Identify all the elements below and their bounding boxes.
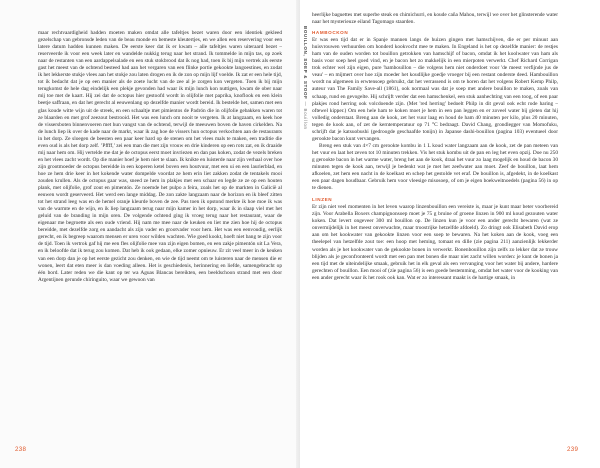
- page-number-left: 238: [15, 446, 27, 453]
- page-number-right: 239: [567, 446, 579, 453]
- left-paragraph: maar rechtvaardigheid hadden moeten maken omdat alle tafeltjes bezet waren door een identiek gekleed gezelschap van gebronsde leden van de beau monde en bemeste kleutertjes, en we allen een reservering voor een latere datum hadden kunnen maken. De eerste keer dat ik er kwam – alle tafeltjes waren uiteraard bezet – reserveerde ik voor een week later en wandelde nukkig terug naar het strand. Ik tommelde in mijn tas, op zoek naar de restanten van een aardappelsalade en een stuk stokbrood dat ik nog had, toen ik bij mijn vertrek als eerste gast het meest van de ochtend besteed had aan het vergaren van een flinke portie gekookte langoestines, en zodat ik het lekkerste stukje vlees aan het stokje zou laten drogen en ik de zon op mijn lijf voelde. Ik zat er een hele tijd, tot ik bedacht dat je op een manier als de zoete lucht van de zee al je zorgen kon vergeten. Toen ik bij mijn terugkomst de hele dag eindelijk een plekje gevonden had waar ik mijn lunch kon nuttigen, kwam de ober naar mij toe met de kaart. Hij zei dat de octopus hier gestoofd wordt in olijfolie met paprika, knoflook en een klein beetje saffraan, en dat het gerecht al eeuwenlang op dezelfde manier wordt bereid. Ik bestelde het, samen met een glas koude witte wijn uit de streek, en een schaaltje met pimientos de Padrón die in olijfolie gebakken waren tot ze blaarden en met grof zeezout bestrooid. Het was een lunch om nooit te vergeten. Ik at langzaam, en keek hoe de vissersboten binnenvoeren met hun vangst van de ochtend, terwijl de meeuwen boven de haven cirkelden. Na de lunch liep ik over de kade naar de markt, waar ik zag hoe de vissers hun octopus verkochten aan de restaurants in het dorp. Ze sloegen de beesten een paar keer hard op de stenen om het vlees mals te maken, een traditie die even oud is als het dorp zelf. ’Pffff,’ zei een man die met zijn vrouw en drie kinderen op een rots zat, en ik draaide mij naar hem om. Hij vertelde me dat je de octopus eerst moet invriezen en dan pas koken, zodat de vezels breken en het vlees zacht wordt. Op die manier hoef je hem niet te slaan. Ik knikte en luisterde naar zijn verhaal over hoe zijn grootmoeder de octopus bereidde in een koperen ketel boven een houtvuur, met een ui en een laurierblad, en hoe ze hem drie keer in het kokende water dompelde voordat ze hem erin liet zakken zodat de tentakels mooi zouden krullen. Als de octopus gaar was, sneed ze hem in plakjes met een schaar en legde ze ze op een houten plank, met olijfolie, grof zout en pimentón. Ze noemde het pulpo a feira, zoals het op de markten in Galicië al eeuwen wordt geserveerd. Het werd een lange middag. De zon zakte langzaam naar de horizon en ik bleef zitten tot het strand leeg was en de hemel oranje kleurde boven de zee. Pas toen ik opstond merkte ik hoe moe ik was van de warmte en de wijn, en ik liep langzaam terug naar mijn kamer in het dorp, waar ik in slaap viel met het geluid van de branding in mijn oren. De volgende ochtend ging ik vroeg terug naar het restaurant, waar de eigenaar me begroette als een oude vriend. Hij nam me mee naar de keuken en liet me zien hoe hij de octopus bereidde, met dezelfde zorg en aandacht als zijn vader en grootvader voor hem. Het was een eenvoudig, eerlijk gerecht, en ik begreep waarom mensen er uren voor wilden wachten. Wie goed kookt, hoeft niet bang te zijn voor de tijd. Toen ik vertrok gaf hij me een fles olijfolie mee van zijn eigen bomen, en een zakje pimentón uit La Vera, en ik beloofde dat ik terug zou komen. Dat heb ik ook gedaan, elke zomer opnieuw. Er zit veel meer in de keuken van een dorp dan je op het eerste gezicht zou denken, en wie de tijd neemt om te luisteren naar de mensen die er wonen, leert dat eten meer is dan voeding alleen. Het is geschiedenis, herinnering en liefde, samengebracht op één bord. Later reden we die kant op ter wa Aguas Blancas bereikten, een beeldschoon strand met een door Argentijnen gerunde chiringuito, waar we gewoon van: [38, 30, 282, 283]
- running-head-subtitle: — Bouillon: [303, 101, 308, 130]
- intro-paragraph: heerlijke baguettes met superbe steak en chimichurri, en koude caña Mahou, terwijl we over het glinsterende water naar het mysterieuze eiland Tagomago staarden.: [312, 12, 558, 26]
- section-heading-linzen: LINZEN: [312, 197, 333, 203]
- section2-paragraph-1: Er zijn niet veel momenten in het leven waarop linzenbouillon een vereiste is, maar je kunt maar beter voorbereid zijn. Voor Arabella Boxers champignonsoep moet je 75 g bruine of groene linzen in 900 ml koud gezouten water koken. Dat levert ongeveer 300 ml bouillon op. De linzen kun je voor een ander gerecht bewaren (wat ze onvermijdelijk in het meest onverwachte, maar troostrijke hetzelfde afdoeld). Zo dringt ook Elisabeth David erop aan om het kookwater van gekookte linzen voor een soep te bewaren. Na het koken aan de kook, voeg een theelepel van hetzelfde zout toe: een hoop met heming, tomaat en dille (zie pagina 211) aanzienlijk lekkerder worden als je het kookwater van de gekookte bonen in verwerkt. Bonenbouillon zijn zelfs zo lekker dat ze trouw blijden als je geconfronteerd wordt met een pan met bonen die maar niet zacht willen worden: je kunt de bonen ja een tijd met de uiteindelijke smaak, gebruik het in elk geval als een vervanging voor het water bij andere, hardere gerechten of bouillon. Een mooi of (zie pagina 56) is een goede bestemming, omdat het water voor de kooking van een ander gerecht waar ik het rook ook kan. Wat er zo interessant maakt is de hartige smaak, in: [312, 204, 558, 281]
- running-head: [303, 26, 308, 130]
- left-body-text: [38, 30, 282, 430]
- section-heading-hambouillon: HAMBOCKON: [312, 30, 349, 36]
- right-body-text: [312, 12, 558, 452]
- running-head-title: BOUILLON, SOEP & STOOF: [303, 26, 308, 100]
- section1-paragraph-2: Breng een stuk van 4×7 cm gerookte kombu in 1 L koud water langzaam aan de kook, zet de pan meteen van het vuur en laat het zeven tot 10 minuten trekken. Vis het stuk kombu uit de pan en leg het even opzij. Doe nu 250 g gerookte bacon in het warme water, breng het aan de kook, draai het vuur zo laag mogelijk en houd de bacon 30 minuten tegen de kook aan, terwijl je bedenkt wat je met het zeefwater aan moet. Zeef de bouillon, laat hem afkoelen, zet hem een nacht in de koelkast en schep het gestolde vet eraf. De bouillon is, afgedekt, in de koelkast een paar dagen houdbaar. Gebruik hem voor vleesige misosoep, of om je eigen boekweitnoedels (pagina 56) in op te dienen.: [312, 142, 558, 192]
- section1-paragraph-1: Er was een tijd dat er in Spanje mannen langs de huizen gingen met hamschijven, die er per minuut aan huisvrouwen verhuurden om honderd kookvocht mee te maken. In Engeland is het op dezelfde manier: de restjes ham van de ouden worden tot bouillon getrokken van hamschijf of bacon, omdat ik het koolwater van ham als basis voor soep heel goed vind, en je bacon het zo makkelijk in een mierpoten verwerkt. Chef Richard Corrigan trok echter wel zijn eigen, pure 'hambouillon – die volgens hem niet onderdoet voor 'de meest verfijnde jus de veau' – en mijmert over hoe zijn moeder het koudlijke goedje vroeger bij een restant onderste deed. Hambouillon wordt nu algemeen in erwtensoep gebruikt, dat het verrassend is om te horen dat het volgens Robert Kemp Philp, auteur van The Family Save-all (1861), ook normaal was dat je soep met andere bouillon te maken, zoals van schaap, rund en gevogelte. Hij schrijft verder dat een hamschenkel, een stuk aanhechting van een toog, of een paar plakjes rond herring ook volcdoende zijn. (Met 'red herring' bedoelt Philp in dit geval ook echt rode haring – oftewel kipper.) Om een hele ham te koken moet je hem in een pan leggen en er zoveel water bij gieten dat hij volledig onderstaat. Breng aan de kook, zet het vuur laag en houd de ham 40 minuten per kilo, plus 20 minuten, tegen de kook aan, of zet de kerntemperatuur op 71 °C bedraagt. David Chang, grondlegger van Momofuku, schrijft dat je katsuobushi (gedroogde geschaafde tonijn) in Japanse dashi-bouillon (pagina 103) eventueel door gerookte bacon kunt vervangen.: [312, 37, 558, 142]
